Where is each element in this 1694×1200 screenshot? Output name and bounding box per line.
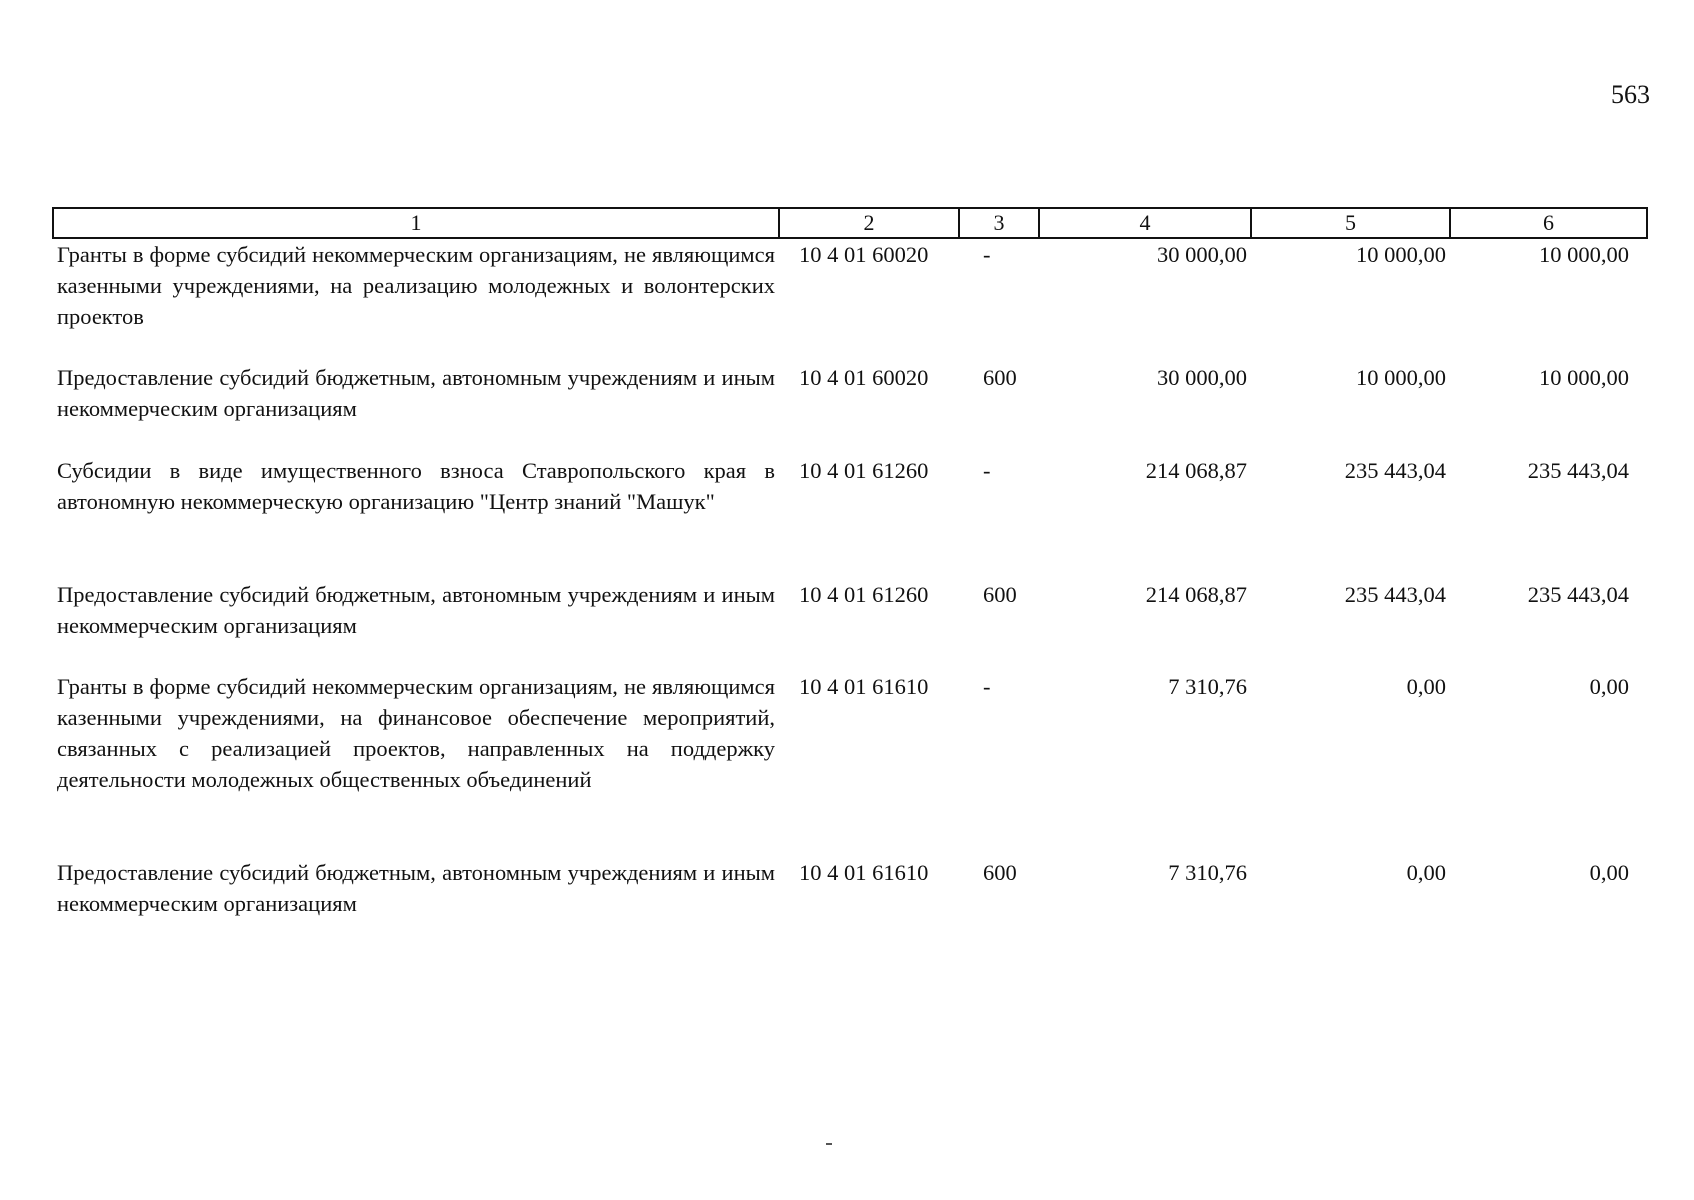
row-expense-type: 600: [983, 860, 1017, 885]
row-expense-type: -: [983, 242, 991, 267]
row-code: 10 4 01 60020: [799, 242, 929, 267]
table-row: [53, 455, 1647, 579]
row-value-col6: 10 000,00: [1539, 242, 1629, 267]
header-col-1: 1: [53, 208, 779, 238]
table-header: [53, 208, 1647, 238]
row-name: Предоставление субсидий бюджетным, автономным учреждениям и иным некоммерческим организациям: [57, 860, 775, 916]
row-value-col5: 10 000,00: [1356, 365, 1446, 390]
row-value-col6: 235 443,04: [1527, 582, 1629, 607]
row-value-col4: 214 068,87: [1145, 458, 1247, 483]
row-value-col4: 30 000,00: [1157, 365, 1247, 390]
table-row: [53, 857, 1647, 927]
row-expense-type: 600: [983, 582, 1017, 607]
table-row: [53, 579, 1647, 671]
row-value-col6: 10 000,00: [1539, 365, 1629, 390]
row-expense-type: 600: [983, 365, 1017, 390]
row-expense-type: -: [983, 674, 991, 699]
header-col-4: 4: [1039, 208, 1251, 238]
scan-artifact-mark: [826, 1143, 832, 1145]
row-code: 10 4 01 61260: [799, 458, 929, 483]
row-value-col4: 30 000,00: [1157, 242, 1247, 267]
budget-table: [52, 207, 1648, 927]
row-value-col5: 10 000,00: [1356, 242, 1446, 267]
table-row: [53, 671, 1647, 857]
row-code: 10 4 01 61260: [799, 582, 929, 607]
row-name: Гранты в форме субсидий некоммерческим организациям, не являющимся казенными учреждениями, на финансовое обеспечение мероприятий, связанных с реализацией проектов, направленных на поддержку деятельности молодежных общественных объединений: [57, 674, 775, 792]
row-value-col5: 235 443,04: [1344, 458, 1446, 483]
row-code: 10 4 01 61610: [799, 860, 929, 885]
row-value-col4: 7 310,76: [1168, 674, 1247, 699]
row-value-col4: 214 068,87: [1145, 582, 1247, 607]
header-col-2: 2: [779, 208, 959, 238]
page-number: 563: [1611, 80, 1650, 109]
header-col-5: 5: [1251, 208, 1450, 238]
header-row: [53, 208, 1647, 238]
row-expense-type: -: [983, 458, 991, 483]
row-code: 10 4 01 61610: [799, 674, 929, 699]
row-code: 10 4 01 60020: [799, 365, 929, 390]
header-col-6: 6: [1450, 208, 1647, 238]
row-name: Гранты в форме субсидий некоммерческим организациям, не являющимся казенными учреждениями, на реализацию молодежных и волонтерских проектов: [57, 242, 775, 329]
row-name: Предоставление субсидий бюджетным, автономным учреждениям и иным некоммерческим организациям: [57, 582, 775, 638]
table-body: [53, 238, 1647, 927]
row-value-col6: 0,00: [1589, 674, 1629, 699]
row-value-col4: 7 310,76: [1168, 860, 1247, 885]
row-value-col6: 0,00: [1589, 860, 1629, 885]
header-col-3: 3: [959, 208, 1039, 238]
row-value-col5: 0,00: [1406, 674, 1446, 699]
row-name: Субсидии в виде имущественного взноса Ставропольского края в автономную некоммерческую организацию "Центр знаний "Машук": [57, 458, 775, 514]
table-row: [53, 238, 1647, 362]
row-value-col5: 0,00: [1406, 860, 1446, 885]
row-value-col5: 235 443,04: [1344, 582, 1446, 607]
row-name: Предоставление субсидий бюджетным, автономным учреждениям и иным некоммерческим организациям: [57, 365, 775, 421]
table-row: [53, 362, 1647, 455]
row-value-col6: 235 443,04: [1527, 458, 1629, 483]
